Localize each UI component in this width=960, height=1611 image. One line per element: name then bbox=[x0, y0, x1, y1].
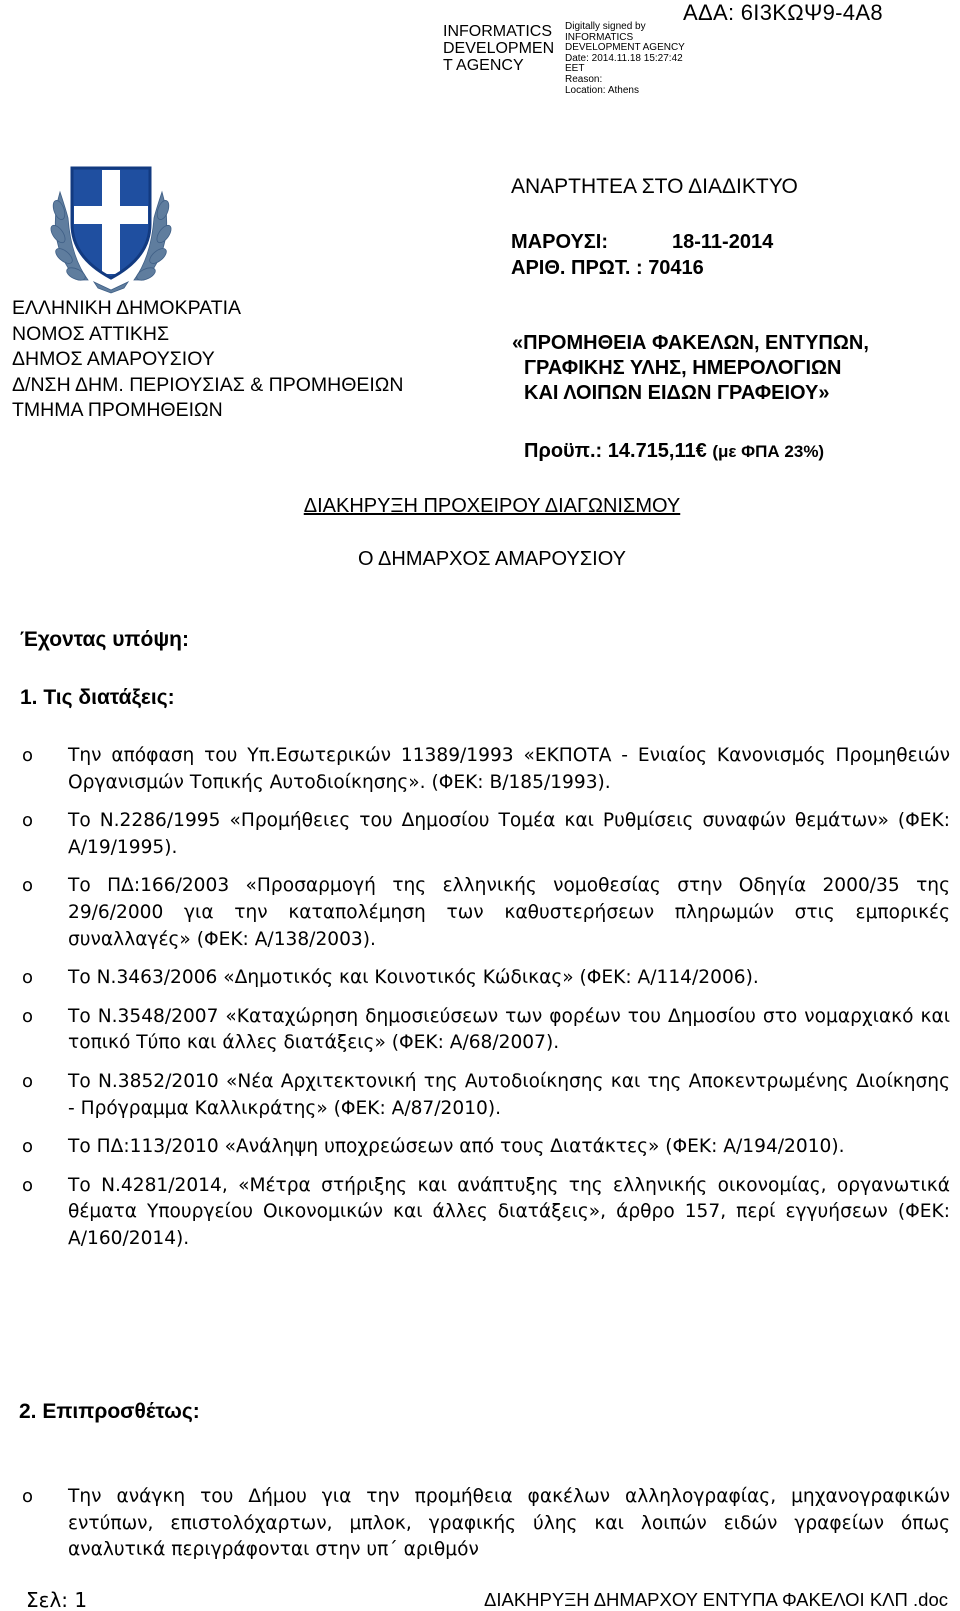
issuer-line: ΕΛΛΗΝΙΚΗ ΔΗΜΟΚΡΑΤΙΑ bbox=[12, 297, 242, 319]
footer-filename: ΔΙΑΚΗΡΥΞΗ ΔΗΜΑΡΧΟΥ ΕΝΤΥΠΑ ΦΑΚΕΛΟΙ ΚΛΠ .doc bbox=[483, 1589, 948, 1610]
bullet-marker: o bbox=[22, 1136, 34, 1158]
protocol-label: ΑΡΙΘ. ΠΡΩΤ. : bbox=[511, 257, 643, 279]
bullet-marker: o bbox=[22, 810, 34, 832]
subject-block bbox=[512, 331, 944, 406]
provisions-list bbox=[22, 743, 950, 1265]
list-item: o Την ανάγκη του Δήμου για την προμήθεια φακέλων αλληλογραφίας, μηχανογραφικών εντύπων, επιστολόχαρτων, μπλοκ, γραφικής ύλης και λοιπών ειδών γραφείων όπως αναλυτικά περιγράφονται στην υπ΄ αριθμόν bbox=[22, 1486, 950, 1561]
issuer-line: ΝΟΜΟΣ ΑΤΤΙΚΗΣ bbox=[12, 322, 169, 345]
place-label: ΜΑΡΟΥΣΙ: bbox=[511, 231, 609, 253]
budget-amount: Προϋπ.: 14.715,11€ bbox=[524, 440, 707, 462]
list-item: o Το Ν.3852/2010 «Νέα Αρχιτεκτονική της Αυτοδιοίκησης και της Αποκεντρωμένης Διοίκησης - Πρόγραμμα Καλλικράτης» (ΦΕΚ: Α/87/2010). bbox=[22, 1070, 950, 1119]
bullet-marker: o bbox=[22, 1005, 34, 1027]
bullet-marker: o bbox=[22, 1174, 34, 1196]
place-date-block bbox=[511, 229, 773, 281]
posting-notice: ΑΝΑΡΤΗΤΕΑ ΣΤΟ ΔΙΑΔΙΚΤΥΟ bbox=[511, 175, 798, 198]
list-item: o Το ΠΔ:166/2003 «Προσαρμογή της ελληνικής νομοθεσίας στην Οδηγία 2000/35 της 29/6/2000 για την καταπολέμηση των καθυστερήσεων πληρωμών στις εμπορικές συναλλαγές» (ΦΕΚ: Α/138/2003). bbox=[22, 875, 950, 950]
additional-list bbox=[22, 1484, 950, 1576]
bullet-marker: o bbox=[22, 1486, 34, 1507]
budget-vat-note: (με ΦΠΑ 23%) bbox=[712, 442, 825, 461]
subject-line: ΓΡΑΦΙΚΗΣ ΥΛΗΣ, ΗΜΕΡΟΛΟΓΙΩΝ bbox=[524, 357, 842, 379]
greek-coat-of-arms-icon bbox=[48, 148, 174, 294]
page-number: Σελ: 1 bbox=[26, 1588, 88, 1611]
issuer-line: ΤΜΗΜΑ ΠΡΟΜΗΘΕΙΩΝ bbox=[12, 399, 223, 421]
mayor-heading: Ο ΔΗΜΑΡΧΟΣ ΑΜΑΡΟΥΣΙΟΥ bbox=[358, 548, 626, 570]
bullet-marker: o bbox=[22, 745, 34, 766]
section-2-heading: 2. Επιπροσθέτως: bbox=[19, 1400, 200, 1423]
list-item: o Το Ν.4281/2014, «Μέτρα στήριξης και ανάπτυξης της ελληνικής οικονομίας, οργανωτικά θέματα Υπουργείου Οικονομικών και άλλες διατάξεις», άρθρο 157, περί εγγυήσεων (ΦΕΚ: Α/160/2014). bbox=[22, 1174, 950, 1249]
digital-signer-name: INFORMATICS DEVELOPMEN T AGENCY bbox=[443, 23, 555, 74]
document-date: 18-11-2014 bbox=[672, 231, 774, 253]
protocol-number: 70416 bbox=[648, 257, 704, 279]
issuer-line: Δ/ΝΣΗ ΔΗΜ. ΠΕΡΙΟΥΣΙΑΣ & ΠΡΟΜΗΘΕΙΩΝ bbox=[12, 373, 404, 396]
issuer-line: ΔΗΜΟΣ ΑΜΑΡΟΥΣΙΟΥ bbox=[12, 348, 215, 370]
bullet-marker: o bbox=[22, 875, 34, 897]
list-item: o Το Ν.2286/1995 «Προμήθειες του Δημοσίου Τομέα και Ρυθμίσεις συναφών θεμάτων» (ΦΕΚ: Α/19/1995). bbox=[22, 810, 950, 858]
subject-line: ΚΑΙ ΛΟΙΠΩΝ ΕΙΔΩΝ ΓΡΑΦΕΙΟΥ» bbox=[524, 382, 830, 404]
bullet-marker: o bbox=[22, 967, 34, 989]
digital-signature-details: Digitally signed by INFORMATICS DEVELOPMENT AGENCY Date: 2014.11.18 15:27:42 EET Reason: Location: Athens bbox=[565, 21, 685, 96]
list-item: o Το ΠΔ:113/2010 «Ανάληψη υποχρεώσεων από τους Διατάκτες» (ΦΕΚ: Α/194/2010). bbox=[22, 1134, 950, 1161]
document-title: ΔΙΑΚΗΡΥΞΗ ΠΡΟΧΕΙΡΟΥ ΔΙΑΓΩΝΙΣΜΟΥ bbox=[303, 495, 681, 517]
subject-line: «ΠΡΟΜΗΘΕΙΑ ΦΑΚΕΛΩΝ, ΕΝΤΥΠΩΝ, bbox=[512, 332, 869, 354]
issuer-block bbox=[12, 296, 403, 424]
list-item: o Το Ν.3463/2006 «Δημοτικός και Κοινοτικός Κώδικας» (ΦΕΚ: Α/114/2006). bbox=[22, 965, 950, 992]
ada-code: ΑΔΑ: 6Ι3ΚΩΨ9-4Α8 bbox=[683, 0, 883, 25]
considering-heading: Έχοντας υπόψη: bbox=[20, 628, 189, 651]
list-item: o Το Ν.3548/2007 «Καταχώρηση δημοσιεύσεων των φορέων του Δημοσίου στο νομαρχιακό και τοπικό Τύπο και άλλες διατάξεις» (ΦΕΚ: Α/68/2007). bbox=[22, 1005, 950, 1054]
budget-line bbox=[524, 440, 824, 463]
list-item: o Την απόφαση του Υπ.Εσωτερικών 11389/1993 «ΕΚΠΟΤΑ - Ενιαίος Κανονισμός Προμηθειών Οργανισμών Τοπικής Αυτοδιοίκησης». (ΦΕΚ: Β/185/1993). bbox=[22, 745, 950, 793]
bullet-marker: o bbox=[22, 1070, 34, 1092]
section-1-heading: 1. Τις διατάξεις: bbox=[20, 686, 175, 709]
